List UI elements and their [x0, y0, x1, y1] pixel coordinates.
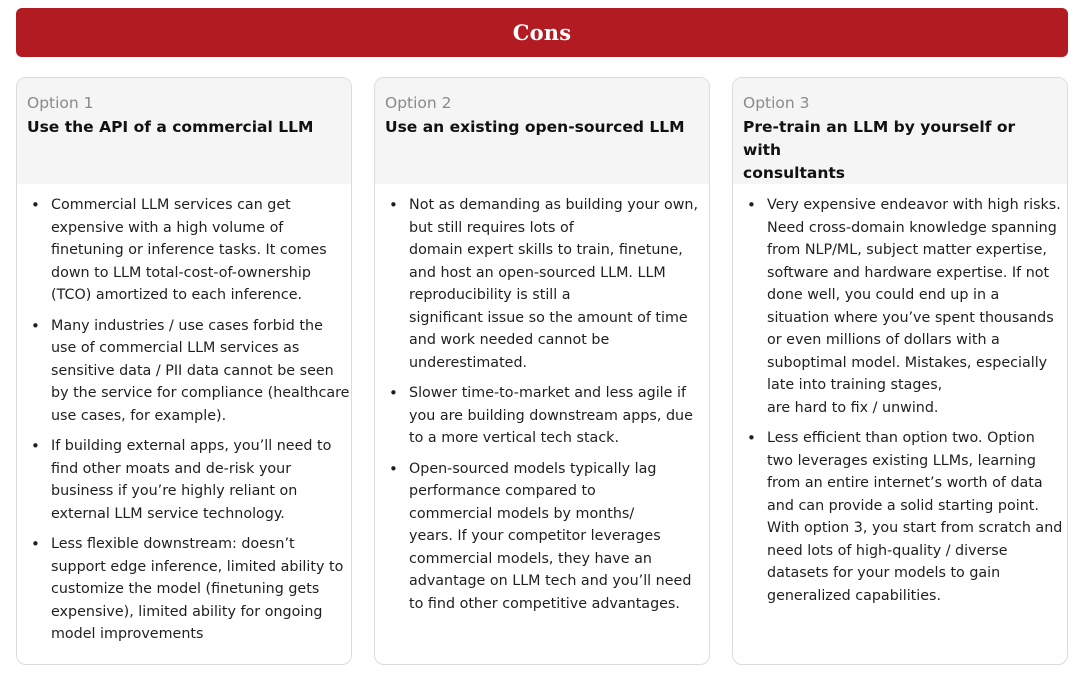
option-number: Option 3 — [743, 94, 810, 112]
bullet-text: If building external apps, you’ll need to find other moats and de-risk your business if you’re highly reliant on external LLM service technology. — [51, 438, 332, 522]
option-number: Option 2 — [385, 94, 452, 112]
option-title: Pre-train an LLM by yourself or with consultants — [743, 118, 1016, 182]
option-card-3 — [732, 77, 1068, 665]
cons-list — [17, 184, 351, 646]
option-number: Option 1 — [27, 94, 94, 112]
bullet-text: Less flexible downstream: doesn’t support edge inference, limited ability to customize the model (finetuning gets expensive), limited ability for ongoing model improvements — [51, 536, 344, 642]
cons-list — [375, 184, 709, 615]
option-title: Use the API of a commercial LLM — [27, 118, 314, 136]
bullet-text: Many industries / use cases forbid the use of commercial LLM services as sensitive data / PII data cannot be seen by the service for compliance (healthcare use cases, for example). — [51, 317, 350, 424]
bullet-text: Commercial LLM services can get expensive with a high volume of finetuning or inference tasks. It comes down to LLM total-cost-of-ownership (TCO) amortized to each inference. — [51, 197, 327, 303]
option-card-header — [375, 78, 709, 184]
cons-list — [733, 184, 1067, 607]
banner-title: Cons — [512, 20, 572, 45]
list-item — [27, 315, 351, 428]
bullet-text: Very expensive endeavor with high risks. Need cross-domain knowledge spanning from NLP/ML, subject matter expertise, software and hardware expertise. If not done well, you could end up in a situation where you’ve spent thousands or even millions of dollars with a suboptimal model. Mistakes, especially late into training stages, are hard to fix / unwind. — [767, 197, 1061, 416]
list-item — [27, 533, 351, 646]
bullet-text: Not as demanding as building your own, but still requires lots of domain expert skills to train, finetune, and host an open-sourced LLM. LLM reproducibility is still a significant issue so the amount of time and work needed cannot be underestimated. — [409, 197, 698, 371]
list-item — [385, 458, 709, 616]
list-item — [385, 382, 709, 450]
bullet-text: Less efficient than option two. Option two leverages existing LLMs, learning from an entire internet’s worth of data and can provide a solid starting point. With option 3, you start from scratch and need lots of high-quality / diverse datasets for your models to gain generalized capabilities. — [767, 430, 1063, 604]
list-item — [743, 427, 1067, 607]
option-card-2 — [374, 77, 710, 665]
list-item — [743, 194, 1067, 419]
option-card-header — [733, 78, 1067, 184]
bullet-text: Slower time-to-market and less agile if you are building downstream apps, due to a more vertical tech stack. — [409, 385, 693, 446]
option-card-1 — [16, 77, 352, 665]
list-item — [385, 194, 709, 374]
bullet-text: Open-sourced models typically lag performance compared to commercial models by months/ years. If your competitor leverages commercial models, they have an advantage on LLM tech and you’ll need to find other competitive advantages. — [409, 460, 692, 612]
cons-banner — [16, 8, 1068, 57]
list-item — [27, 194, 351, 307]
option-title: Use an existing open-sourced LLM — [385, 118, 685, 136]
option-card-header — [17, 78, 351, 184]
list-item — [27, 435, 351, 525]
